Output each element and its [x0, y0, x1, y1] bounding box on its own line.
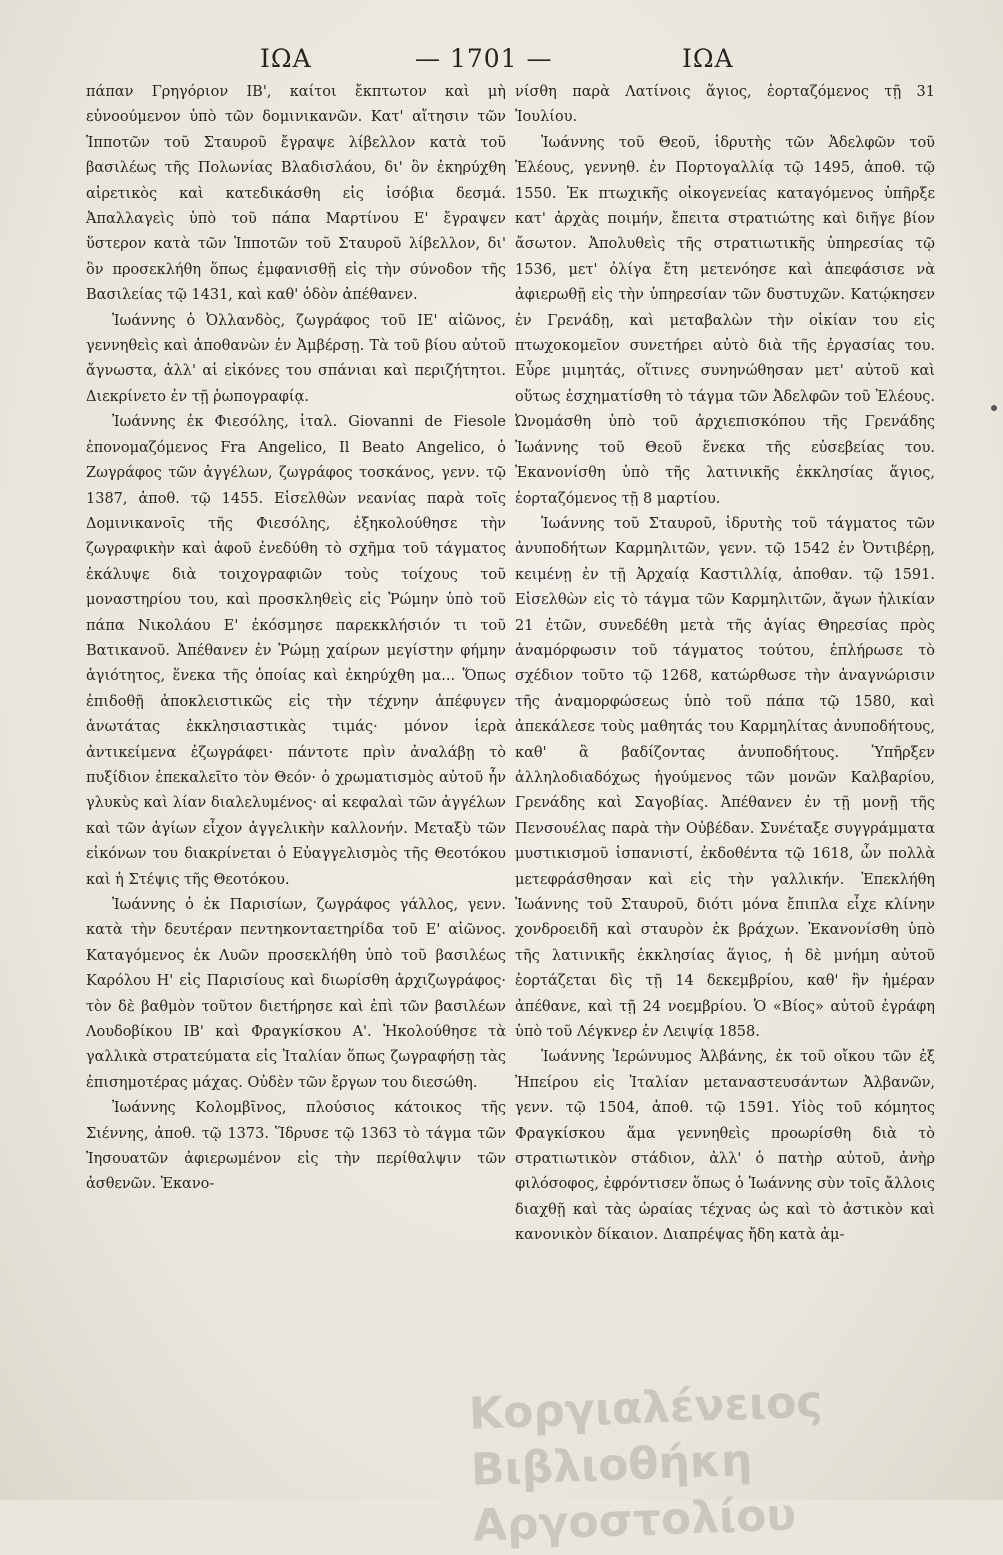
page-number: — 1701 —: [415, 44, 553, 73]
entry-paragraph: Ἰωάννης ὁ Ὀλλανδὸς, ζωγράφος τοῦ ΙΕ' αἰῶνος, γεννηθεὶς καὶ ἀποθανὼν ἐν Ἀμβέρσῃ. Τὰ τοῦ βίου αὐτοῦ ἄγνωστα, ἀλλ' αἱ εἰκόνες του σπάνιαι καὶ περιζήτητοι. Διεκρίνετο ἐν τῇ ῥωπογραφίᾳ.: [86, 312, 506, 405]
entry-paragraph: Ἰωάννης Κολομβῖνος, πλούσιος κάτοικος τῆς Σιέννης, ἀποθ. τῷ 1373. Ἵδρυσε τῷ 1363 τὸ τάγμα τῶν Ἰησουατῶν ἀφιερωμένον εἰς τὴν περίθαλψιν τῶν ἀσθενῶν. Ἐκανο-: [86, 1100, 506, 1193]
entry-paragraph: Ἰωάννης ἐκ Φιεσόλης, ἰταλ. Giovanni de Fiesole ἐπονομαζόμενος Fra Angelico, Il Beato Angelico, ὁ Ζωγράφος τῶν ἀγγέλων, ζωγράφος τοσκάνος, γενν. τῷ 1387, ἀποθ. τῷ 1455. Εἰσελθὼν νεανίας παρὰ τοῖς Δομινικανοῖς τῆς Φιεσόλης, ἐξηκολούθησε τὴν ζωγραφικὴν καὶ ἀφοῦ ἐνεδύθη τὸ σχῆμα τοῦ τάγματος ἐκάλυψε διὰ τοιχογραφιῶν τοὺς τοίχους τοῦ μοναστηρίου του, καὶ προσκληθεὶς εἰς Ῥώμην ὑπὸ τοῦ πάπα Νικολάου Ε' ἐκόσμησε παρεκκλήσιόν τι τοῦ Βατικανοῦ. Ἀπέθανεν ἐν Ῥώμῃ χαίρων μεγίστην φήμην ἁγιότητος, ἕνεκα τῆς ὁποίας καὶ ἐκηρύχθη μα... Ὅπως ἐπιδοθῇ ἀποκλειστικῶς εἰς τὴν τέχνην ἀπέφυγεν ἀνωτάτας ἐκκλησιαστικὰς τιμάς· μόνον ἱερὰ ἀντικείμενα ἐζωγράφει· πάντοτε πρὶν ἀναλάβῃ τὸ πυξίδιον ἐπεκαλεῖτο τὸν Θεόν· ὁ χρωματισμὸς αὐτοῦ ἦν γλυκὺς καὶ λίαν διαλελυμένος· αἱ κεφαλαὶ τῶν ἀγγέλων καὶ τῶν ἁγίων εἶχον ἀγγελικὴν καλλονήν. Μεταξὺ τῶν εἰκόνων του διακρίνεται ὁ Εὐαγγελισμὸς τῆς Θεοτόκου καὶ ἡ Στέψις τῆς Θεοτόκου.: [86, 414, 506, 888]
right-column: [515, 80, 935, 1249]
library-watermark-stamp: Κοργιαλένειος Βιβλιοθήκη Αργοστολίου: [468, 1376, 824, 1552]
entry-paragraph: Ἰωάννης Ἱερώνυμος Ἀλβάνης, ἐκ τοῦ οἴκου τῶν ἐξ Ἠπείρου εἰς Ἰταλίαν μεταναστευσάντων Ἀλβανῶν, γενν. τῷ 1504, ἀποθ. τῷ 1591. Υἱὸς τοῦ κόμητος Φραγκίσκου ἅμα γεννηθεὶς προωρίσθη διὰ τὸ στρατιωτικὸν στάδιον, ἀλλ' ὁ πατὴρ αὐτοῦ, ἀνὴρ φιλόσοφος, ἐφρόντισεν ὅπως ὁ Ἰωάννης σὺν τοῖς ἄλλοις διαχθῇ καὶ τὰς ὡραίας τέχνας ὡς καὶ τὸ ἀστικὸν καὶ κανονικὸν δίκαιον. Διαπρέψας ἤδη κατὰ ἀμ-: [515, 1049, 935, 1244]
entry-paragraph: πάπαν Γρηγόριον ΙΒ', καίτοι ἔκπτωτον καὶ μὴ εὐνοούμενον ὑπὸ τῶν δομινικανῶν. Κατ' αἴτησιν τῶν Ἱπποτῶν τοῦ Σταυροῦ ἔγραψε λίβελλον κατὰ τοῦ βασιλέως τῆς Πολωνίας Βλαδισλάου, δι' ὃν ἐκηρύχθη αἱρετικὸς καὶ κατεδικάσθη εἰς ἰσόβια δεσμά. Ἀπαλλαγεὶς ὑπὸ τοῦ πάπα Μαρτίνου Ε' ἔγραψεν ὕστερον κατὰ τῶν Ἱπποτῶν τοῦ Σταυροῦ λίβελλον, δι' ὃν προσεκλήθη ὅπως ἐμφανισθῇ εἰς τὴν σύνοδον τῆς Βασιλείας τῷ 1431, καὶ καθ' ὁδὸν ἀπέθανεν.: [86, 84, 506, 304]
entry-paragraph: Ἰωάννης τοῦ Σταυροῦ, ἱδρυτὴς τοῦ τάγματος τῶν ἀνυποδήτων Καρμηλιτῶν, γενν. τῷ 1542 ἐν Ὀντιβέρῃ, κειμένῃ ἐν τῇ Ἀρχαίᾳ Καστιλλίᾳ, ἀποθαν. τῷ 1591. Εἰσελθὼν εἰς τὸ τάγμα τῶν Καρμηλιτῶν, ἄγων ἡλικίαν 21 ἐτῶν, συνεδέθη μετὰ τῆς ἁγίας Θηρεσίας πρὸς ἀναμόρφωσιν τοῦ τάγματος τούτου, ἐπλήρωσε τὸ σχέδιον τοῦτο τῷ 1268, κατώρθωσε τὴν ἀναγνώρισιν τῆς ἀναμορφώσεως ὑπὸ τοῦ πάπα τῷ 1580, καὶ ἀπεκάλεσε τοὺς μαθητάς του Καρμηλίτας ἀνυποδήτους, καθ' ἃ βαδίζοντας ἀνυποδήτους. Ὑπῆρξεν ἀλληλοδιαδόχως ἡγούμενος τῶν μονῶν Καλβαρίου, Γρενάδης καὶ Σαγοβίας. Ἀπέθανεν ἐν τῇ μονῇ τῆς Πενσουέλας παρὰ τὴν Οὐβέδαν. Συνέταξε συγγράμματα μυστικισμοῦ ἱσπανιστί, ἐκδοθέντα τῷ 1618, ὧν πολλὰ μετεφράσθησαν καὶ εἰς τὴν γαλλικήν. Ἐπεκλήθη Ἰωάννης τοῦ Σταυροῦ, διότι μόνα ἔπιπλα εἶχε κλίνην χονδροειδῆ καὶ σταυρὸν ἐκ βράχων. Ἐκανονίσθη ὑπὸ τῆς λατινικῆς ἐκκλησίας ἅγιος, ἡ δὲ μνήμη αὐτοῦ ἑορτάζεται δὶς τῇ 14 δεκεμβρίου, καθ' ἣν ἡμέραν ἀπέθανε, καὶ τῇ 24 νοεμβρίου. Ὁ «Βίος» αὐτοῦ ἐγράφη ὑπὸ τοῦ Λέγκνερ ἐν Λειψίᾳ 1858.: [515, 515, 935, 1041]
header-right-term: ΙΩΑ: [682, 44, 734, 73]
left-column: [86, 80, 506, 1198]
margin-dot: [991, 405, 997, 411]
entry-paragraph: Ἰωάννης τοῦ Θεοῦ, ἱδρυτὴς τῶν Ἀδελφῶν τοῦ Ἐλέους, γεννηθ. ἐν Πορτογαλλίᾳ τῷ 1495, ἀποθ. τῷ 1550. Ἐκ πτωχικῆς οἰκογενείας καταγόμενος ὑπῆρξε κατ' ἀρχὰς ποιμήν, ἔπειτα στρατιώτης καὶ διῆγε βίον ἄσωτον. Ἀπολυθεὶς τῆς στρατιωτικῆς ὑπηρεσίας τῷ 1536, μετ' ὀλίγα ἔτη μετενόησε καὶ ἀπεφάσισε νὰ ἀφιερωθῇ εἰς τὴν ὑπηρεσίαν τῶν δυστυχῶν. Κατῴκησεν ἐν Γρενάδῃ, καὶ μεταβαλὼν τὴν οἰκίαν του εἰς πτωχοκομεῖον συνετήρει αὐτὸ διὰ τῆς ἐργασίας του. Εὗρε μιμητάς, οἵτινες συνηνώθησαν μετ' αὐτοῦ καὶ οὕτως ἐσχηματίσθη τὸ τάγμα τῶν Ἀδελφῶν τοῦ Ἐλέους. Ὠνομάσθη ὑπὸ τοῦ ἀρχιεπισκόπου τῆς Γρενάδης Ἰωάννης τοῦ Θεοῦ ἕνεκα τῆς εὐσεβείας του. Ἐκανονίσθη ὑπὸ τῆς λατινικῆς ἐκκλησίας ἅγιος, ἑορταζόμενος τῇ 8 μαρτίου.: [515, 134, 935, 507]
entry-paragraph: Ἰωάννης ὁ ἐκ Παρισίων, ζωγράφος γάλλος, γενν. κατὰ τὴν δευτέραν πεντηκονταετηρίδα τοῦ Ε' αἰῶνος. Καταγόμενος ἐκ Λυῶν προσεκλήθη ὑπὸ τοῦ βασιλέως Καρόλου Η' εἰς Παρισίους καὶ διωρίσθη ἀρχιζωγράφος· τὸν δὲ βαθμὸν τοῦτον διετήρησε καὶ ἐπὶ τῶν βασιλέων Λουδοβίκου ΙΒ' καὶ Φραγκίσκου Α'. Ἠκολούθησε τὰ γαλλικὰ στρατεύματα εἰς Ἰταλίαν ὅπως ζωγραφήσῃ τὰς ἐπισημοτέρας μάχας. Οὐδὲν τῶν ἔργων του διεσώθη.: [86, 897, 506, 1091]
header-left-term: ΙΩΑ: [260, 44, 312, 73]
entry-paragraph: νίσθη παρὰ Λατίνοις ἅγιος, ἑορταζόμενος τῇ 31 Ἰουλίου.: [515, 84, 935, 126]
